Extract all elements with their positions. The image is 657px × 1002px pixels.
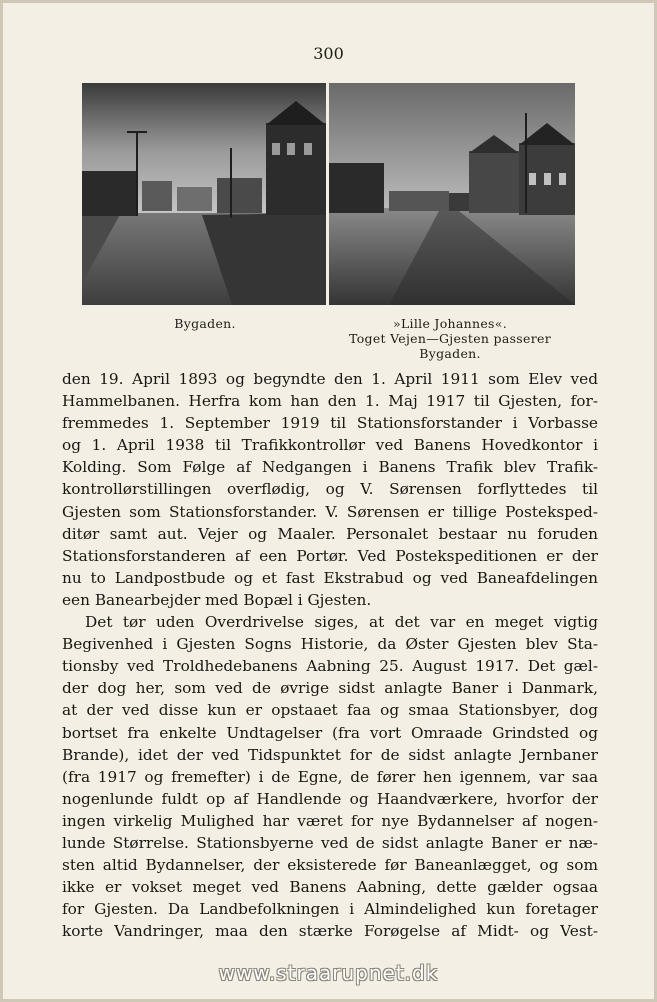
text-line: bortset fra enkelte Undtagelser (fra vort Omraade Grindsted og bbox=[62, 723, 598, 742]
text-line: ingen virkelig Mulighed har været for nye Bydannelser af nogen- bbox=[62, 811, 598, 830]
text-line: den 19. April 1893 og begyndte den 1. April 1911 som Elev ved bbox=[62, 370, 598, 388]
text-line: lunde Størrelse. Stationsbyerne ved de sidst anlagte Baner er næ- bbox=[62, 833, 598, 852]
text-line: nu to Landpostbude og et fast Ekstrabud og ved Baneafdelingen bbox=[62, 568, 598, 587]
text-line: (fra 1917 og fremefter) i de Egne, de fører hen igennem, var saa bbox=[62, 767, 598, 786]
text-line: tionsby ved Troldhedebanens Aabning 25. August 1917. Det gæl- bbox=[62, 657, 598, 676]
text-line: at der ved disse kun er opstaaet faa og smaa Stationsbyer, dog bbox=[62, 701, 598, 720]
text-line: der dog her, som ved de øvrige sidst anlagte Baner i Danmark, bbox=[62, 679, 598, 698]
text-line: kontrollørstillingen overflødig, og V. Sørensen forflyttedes til bbox=[62, 480, 598, 499]
body-text bbox=[62, 368, 598, 942]
text-line: een Banearbejder med Bopæl i Gjesten. bbox=[62, 590, 372, 609]
text-line: for Gjesten. Da Landbefolkningen i Almindelighed kun foretager bbox=[62, 900, 598, 919]
caption-left: Bygaden. bbox=[174, 316, 236, 331]
watermark: www.straarupnet.dk bbox=[218, 961, 439, 985]
train-photo-icon bbox=[329, 83, 575, 305]
text-line: Kolding. Som Følge af Nedgangen i Banens Trafik blev Trafik- bbox=[62, 458, 598, 477]
page-number: 300 bbox=[313, 44, 344, 63]
text-line: fremmedes 1. September 1919 til Stationsforstander i Vorbasse bbox=[62, 414, 598, 433]
text-line: korte Vandringer, maa den stærke Forøgelse af Midt- og Vest- bbox=[62, 922, 598, 941]
text-line: og 1. April 1938 til Trafikkontrollør ved Banens Hovedkontor i bbox=[62, 436, 598, 455]
text-line: Hammelbanen. Herfra kom han den 1. Maj 1917 til Gjesten, for- bbox=[62, 392, 598, 411]
text-line: Begivenhed i Gjesten Sogns Historie, da Øster Gjesten blev Sta- bbox=[62, 635, 598, 654]
text-line: nogenlunde fuldt op af Handlende og Haandværkere, hvorfor der bbox=[62, 789, 598, 808]
street-photo-icon bbox=[82, 83, 326, 305]
text-line: Gjesten som Stationsforstander. V. Sørensen er tillige Posteksped- bbox=[62, 502, 598, 521]
text-line: sten altid Bydannelser, der eksisterede før Baneanlægget, og som bbox=[62, 856, 598, 875]
text-line: Det tør uden Overdrivelse siges, at det var en meget vigtig bbox=[85, 613, 598, 632]
text-line: ditør samt aut. Vejer og Maaler. Personalet bestaar nu foruden bbox=[62, 524, 598, 543]
text-line: Stationsforstanderen af een Portør. Ved Postekspeditionen er der bbox=[62, 546, 598, 565]
text-line: Brande), idet der ved Tidspunktet for de sidst anlagte Jernbaner bbox=[62, 745, 598, 764]
caption-right: »Lille Johannes«. Toget Vejen—Gjesten passerer Bygaden. bbox=[349, 316, 551, 361]
text-line: ikke er vokset meget ved Banens Aabning, dette gælder ogsaa bbox=[62, 878, 598, 897]
